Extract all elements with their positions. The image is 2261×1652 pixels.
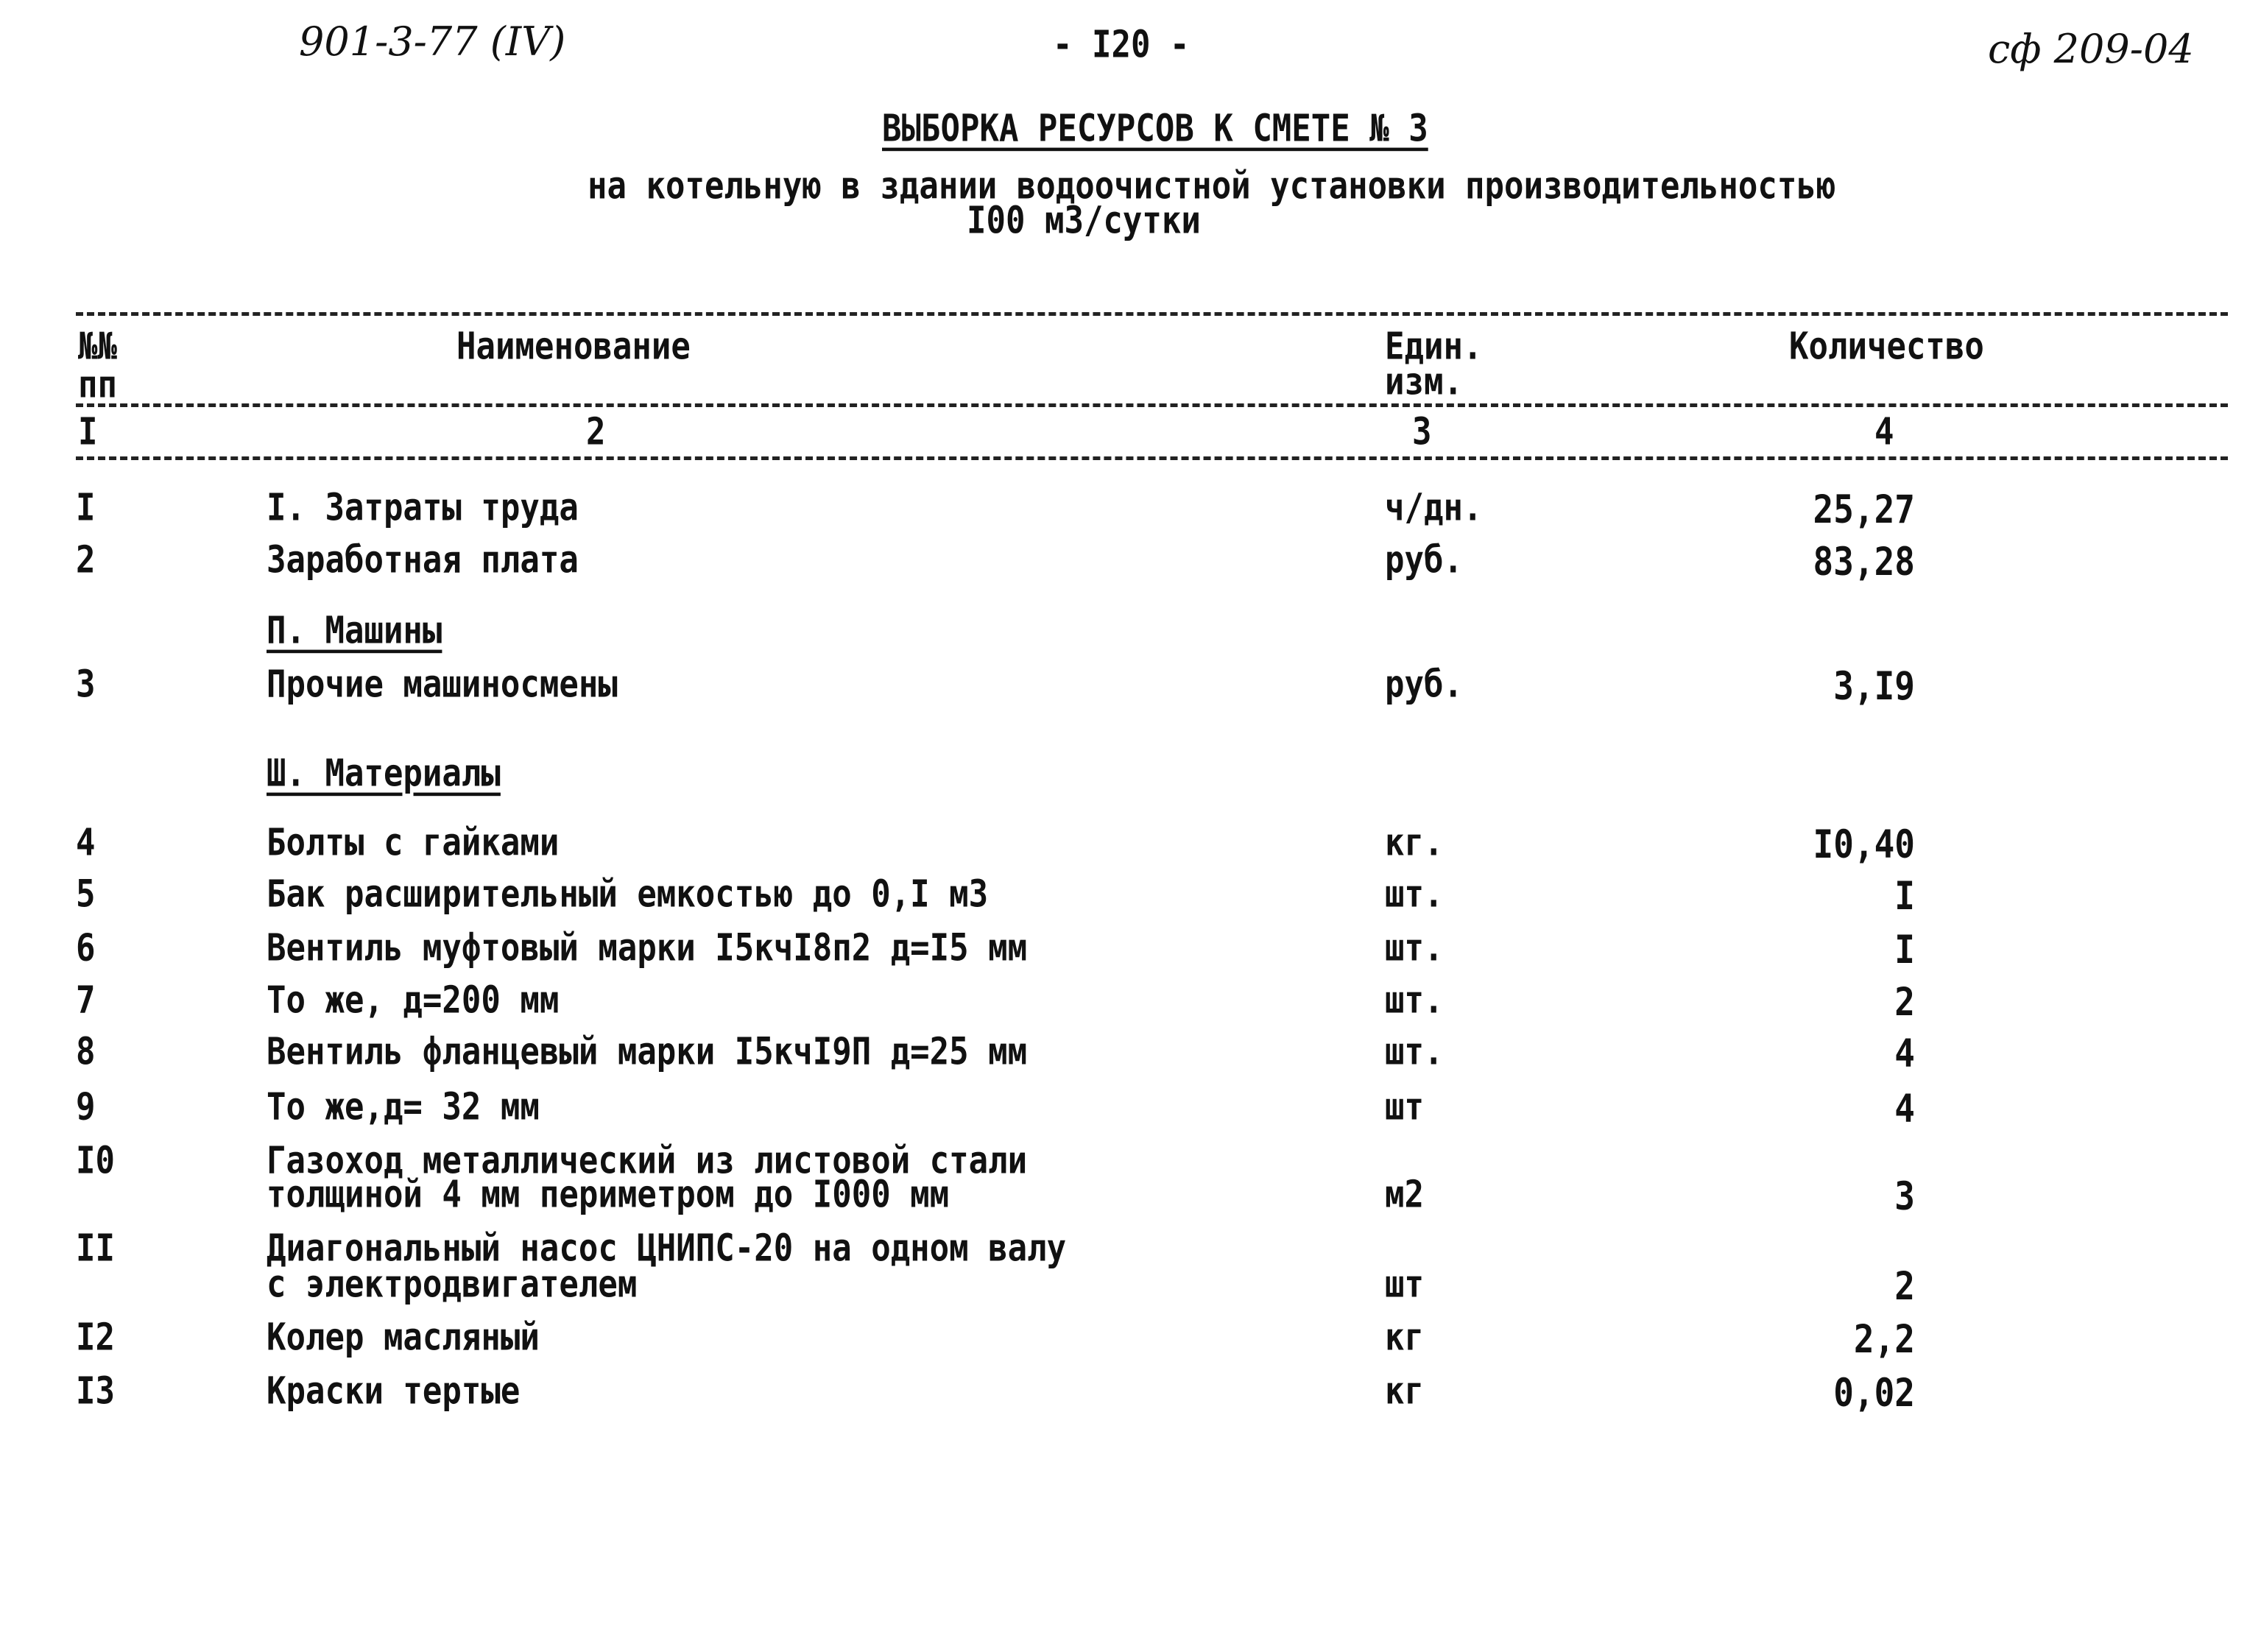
row-name-line1: Газоход металлический из листовой стали [267, 1139, 1028, 1183]
row-number: 9 [76, 1085, 96, 1129]
row-unit: шт [1385, 1085, 1424, 1129]
row-unit: шт. [1385, 1030, 1444, 1074]
row-unit: шт. [1385, 926, 1444, 970]
row-quantity: I0,40 [1813, 821, 1915, 867]
row-unit: руб. [1385, 538, 1463, 582]
row-quantity: 4 [1894, 1085, 1915, 1132]
row-quantity: 3,I9 [1833, 663, 1915, 709]
row-quantity: 2,2 [1853, 1316, 1915, 1362]
row-number: 2 [76, 538, 96, 582]
column-header-number: №№ [78, 325, 117, 369]
row-number: 4 [76, 821, 96, 865]
document-subtitle-capacity: I00 м3/сутки [967, 199, 1201, 243]
row-unit: кг [1385, 1316, 1424, 1360]
row-name: Болты с гайками [267, 821, 560, 865]
row-name-line1: Диагональный насос ЦНИПС-20 на одном валу [267, 1226, 1067, 1271]
archive-code: сф 209-04 [1988, 26, 2194, 72]
row-unit: шт. [1385, 978, 1444, 1023]
row-number: 8 [76, 1030, 96, 1074]
row-name: I. Затраты труда [267, 486, 579, 530]
section-heading-machines: П. Машины [267, 609, 442, 653]
row-number: I0 [76, 1139, 115, 1183]
row-unit: кг [1385, 1369, 1424, 1413]
column-header-number-2: пп [78, 363, 117, 407]
row-number: I [76, 486, 96, 530]
row-name: То же, д=200 мм [267, 978, 560, 1023]
row-number: 3 [76, 663, 96, 707]
row-number: I3 [76, 1369, 115, 1413]
row-name-line2: толщиной 4 мм периметром до I000 мм [267, 1173, 950, 1217]
row-quantity: I [1894, 926, 1915, 973]
row-unit: руб. [1385, 663, 1463, 707]
row-unit: ч/дн. [1385, 486, 1483, 530]
column-number-1: I [78, 410, 98, 454]
row-number: 7 [76, 978, 96, 1023]
column-number-2: 2 [586, 410, 606, 454]
row-name: То же,д= 32 мм [267, 1085, 540, 1129]
row-number: II [76, 1226, 115, 1271]
row-name: Бак расширительный емкостью до 0,I м3 [267, 872, 989, 917]
document-subtitle: на котельную в здании водоочистной установки производительностью [588, 164, 1836, 208]
row-name: Вентиль муфтовый марки I5кчI8п2 д=I5 мм [267, 926, 1028, 970]
row-name: Прочие машиносмены [267, 663, 618, 707]
row-name: Краски тертые [267, 1369, 521, 1413]
row-number: 6 [76, 926, 96, 970]
document-code: 901-3-77 (IV) [299, 18, 566, 65]
column-header-unit: Един. [1385, 325, 1483, 369]
row-unit: м2 [1385, 1173, 1424, 1217]
row-number: 5 [76, 872, 96, 917]
row-quantity: 2 [1894, 1263, 1915, 1309]
row-quantity: I [1894, 872, 1915, 919]
row-name: Колер масляный [267, 1316, 540, 1360]
row-quantity: 3 [1894, 1173, 1915, 1219]
row-unit: шт [1385, 1263, 1424, 1307]
column-header-name: Наименование [456, 325, 691, 369]
row-name: Заработная плата [267, 538, 579, 582]
row-quantity: 2 [1894, 978, 1915, 1025]
table-top-rule [76, 312, 2228, 316]
row-quantity: 83,28 [1813, 538, 1915, 585]
row-quantity: 4 [1894, 1030, 1915, 1076]
row-unit: шт. [1385, 872, 1444, 917]
row-name: Вентиль фланцевый марки I5кчI9П д=25 мм [267, 1030, 1028, 1074]
document-title: ВЫБОРКА РЕСУРСОВ К СМЕТЕ № 3 [882, 107, 1428, 151]
page-number: - I20 - [1053, 23, 1190, 67]
column-number-3: 3 [1412, 410, 1432, 454]
row-quantity: 0,02 [1833, 1369, 1915, 1416]
section-heading-materials: Ш. Материалы [267, 752, 501, 796]
row-unit: кг. [1385, 821, 1444, 865]
header-rule [76, 403, 2228, 407]
column-header-quantity: Количество [1789, 325, 1984, 369]
row-name-line2: с электродвигателем [267, 1263, 638, 1307]
row-quantity: 25,27 [1813, 486, 1915, 532]
column-numbers-rule [76, 456, 2228, 460]
row-number: I2 [76, 1316, 115, 1360]
column-number-4: 4 [1874, 410, 1894, 454]
column-header-unit-2: изм. [1385, 360, 1463, 404]
